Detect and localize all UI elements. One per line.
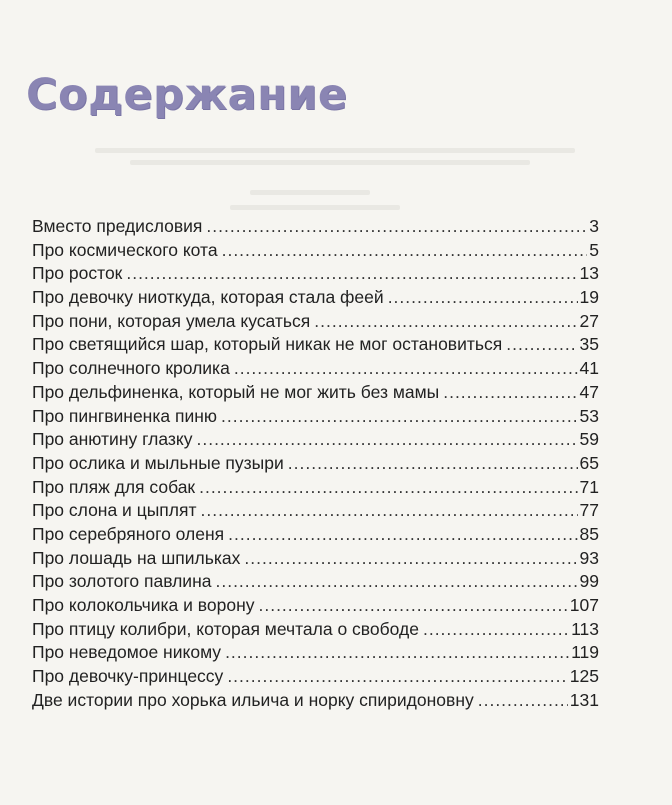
toc-entry-page: 131 bbox=[569, 689, 599, 710]
toc-entry-page: 65 bbox=[579, 452, 599, 473]
dot-leader bbox=[506, 333, 577, 357]
toc-entry[interactable] bbox=[32, 547, 599, 571]
dot-leader bbox=[227, 665, 567, 689]
toc-entry[interactable] bbox=[32, 357, 599, 381]
page-title: Содержание bbox=[26, 70, 348, 120]
toc-entry[interactable] bbox=[32, 618, 599, 642]
toc-entry[interactable] bbox=[32, 523, 599, 547]
toc-entry[interactable] bbox=[32, 689, 599, 713]
toc-entry-title: Про золотого павлина bbox=[32, 571, 212, 592]
toc-entry-title: Про девочку ниоткуда, которая стала феей bbox=[32, 287, 384, 308]
toc-entry-page: 35 bbox=[579, 334, 599, 355]
toc-entry-title: Две истории про хорька ильича и норку спиридоновну bbox=[32, 689, 474, 710]
toc-entry[interactable] bbox=[32, 499, 599, 523]
toc-entry-page: 41 bbox=[579, 358, 599, 379]
dot-leader bbox=[388, 286, 578, 310]
toc-entry-page: 47 bbox=[579, 381, 599, 402]
toc-entry-title: Про росток bbox=[32, 263, 123, 284]
dot-leader bbox=[258, 594, 567, 618]
toc-entry-title: Про пингвиненка пиню bbox=[32, 405, 218, 426]
toc-entry[interactable] bbox=[32, 239, 599, 263]
toc-entry-page: 99 bbox=[579, 571, 599, 592]
toc-entry[interactable] bbox=[32, 215, 599, 239]
toc-entry-page: 53 bbox=[579, 405, 599, 426]
toc-entry-title: Про ослика и мыльные пузыри bbox=[32, 452, 284, 473]
show-through bbox=[250, 190, 370, 195]
toc-entry-page: 59 bbox=[579, 429, 599, 450]
dot-leader bbox=[244, 547, 577, 571]
dot-leader bbox=[234, 357, 578, 381]
toc-entry-title: Про серебряного оленя bbox=[32, 523, 225, 544]
toc-entry-title: Про слона и цыплят bbox=[32, 500, 197, 521]
toc-entry-title: Про колокольчика и ворону bbox=[32, 595, 255, 615]
toc-entry[interactable] bbox=[32, 381, 599, 405]
toc-entry-page: 125 bbox=[569, 666, 599, 687]
toc-entry[interactable] bbox=[32, 476, 599, 500]
dot-leader bbox=[196, 428, 577, 452]
show-through bbox=[230, 205, 400, 210]
dot-leader bbox=[206, 215, 587, 239]
toc-entry[interactable] bbox=[32, 665, 599, 689]
toc-entry[interactable] bbox=[32, 333, 599, 357]
toc-entry-page: 19 bbox=[579, 287, 599, 308]
table-of-contents bbox=[32, 215, 599, 712]
dot-leader bbox=[215, 570, 577, 594]
toc-entry-title: Про птицу колибри, которая мечтала о свободе bbox=[32, 618, 419, 639]
dot-leader bbox=[221, 405, 578, 429]
toc-entry[interactable] bbox=[32, 570, 599, 594]
toc-entry-page: 13 bbox=[579, 263, 599, 284]
toc-entry-title: Про анютину глазку bbox=[32, 429, 193, 450]
toc-entry-page: 93 bbox=[579, 547, 599, 568]
toc-entry-page: 71 bbox=[579, 476, 599, 497]
toc-entry[interactable] bbox=[32, 262, 599, 286]
dot-leader bbox=[228, 523, 577, 547]
toc-entry-page: 85 bbox=[579, 523, 599, 544]
toc-entry-title: Про пони, которая умела кусаться bbox=[32, 310, 311, 331]
toc-entry-title: Вместо предисловия bbox=[32, 216, 203, 236]
toc-entry-title: Про неведомое никому bbox=[32, 642, 222, 663]
toc-entry-title: Про лошадь на шпильках bbox=[32, 547, 241, 568]
toc-entry-title: Про космического кота bbox=[32, 239, 218, 260]
dot-leader bbox=[126, 262, 577, 286]
toc-entry[interactable] bbox=[32, 286, 599, 310]
toc-entry-page: 5 bbox=[589, 239, 599, 260]
toc-entry-title: Про дельфиненка, который не мог жить без мамы bbox=[32, 381, 440, 402]
dot-leader bbox=[423, 618, 569, 642]
toc-entry[interactable] bbox=[32, 594, 599, 618]
toc-entry[interactable] bbox=[32, 641, 599, 665]
dot-leader bbox=[200, 499, 577, 523]
toc-entry[interactable] bbox=[32, 428, 599, 452]
toc-entry-page: 3 bbox=[589, 216, 599, 236]
toc-entry[interactable] bbox=[32, 452, 599, 476]
toc-entry-title: Про светящийся шар, который никак не мог остановиться bbox=[32, 334, 503, 355]
toc-entry-page: 27 bbox=[579, 310, 599, 331]
toc-entry-page: 119 bbox=[571, 642, 599, 663]
toc-entry-page: 107 bbox=[569, 595, 599, 615]
toc-entry-page: 77 bbox=[579, 500, 599, 521]
show-through bbox=[95, 148, 575, 153]
toc-entry-title: Про пляж для собак bbox=[32, 476, 196, 497]
dot-leader bbox=[199, 476, 577, 500]
show-through bbox=[130, 160, 530, 165]
dot-leader bbox=[225, 641, 569, 665]
toc-entry-page: 113 bbox=[571, 618, 599, 639]
toc-entry-title: Про девочку-принцессу bbox=[32, 666, 224, 687]
toc-entry[interactable] bbox=[32, 405, 599, 429]
toc-entry[interactable] bbox=[32, 310, 599, 334]
dot-leader bbox=[478, 689, 568, 713]
dot-leader bbox=[288, 452, 578, 476]
dot-leader bbox=[314, 310, 577, 334]
dot-leader bbox=[443, 381, 577, 405]
dot-leader bbox=[222, 239, 588, 263]
toc-entry-title: Про солнечного кролика bbox=[32, 358, 230, 379]
